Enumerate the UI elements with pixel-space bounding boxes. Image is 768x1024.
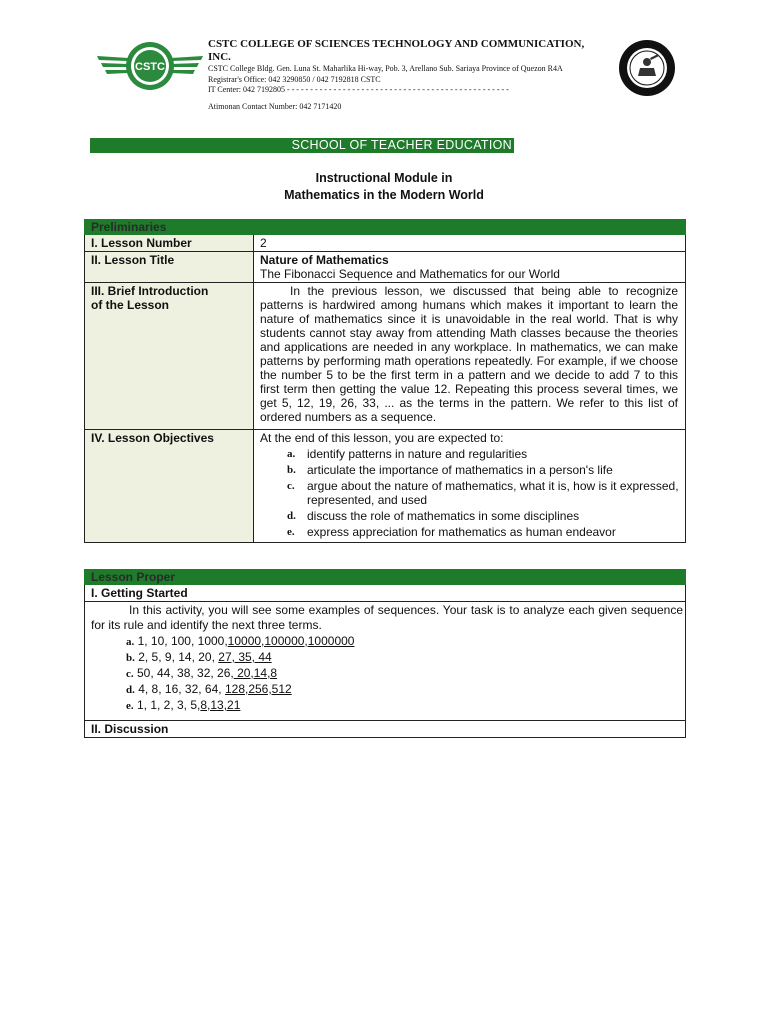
lesson-title-cell	[254, 252, 686, 283]
objectives-intro: At the end of this lesson, you are expected to:	[260, 431, 504, 445]
objective-item: c. argue about the nature of mathematics, what it is, how is it expressed, represented, and used	[287, 479, 679, 507]
seal-text: SCHOOL OF TEACHER EDUCATION	[614, 34, 683, 39]
objective-item: b. articulate the importance of mathematics in a person's life	[287, 463, 613, 477]
org-name: CSTC COLLEGE OF SCIENCES TECHNOLOGY AND COMMUNICATION, INC.	[208, 38, 585, 63]
cstc-logo	[95, 40, 205, 92]
objectives-label: IV. Lesson Objectives	[85, 430, 254, 543]
intro-label: III. Brief Introduction of the Lesson	[85, 283, 254, 430]
lesson-title-main: Nature of Mathematics	[260, 253, 389, 267]
org-atimonan-contact: Atimonan Contact Number: 042 7171420	[208, 101, 342, 111]
module-title-line2: Mathematics in the Modern World	[284, 188, 484, 202]
preliminaries-table	[84, 219, 686, 543]
sequence-list	[126, 634, 683, 714]
lesson-title-label: II. Lesson Title	[85, 252, 254, 283]
lesson-number-label: I. Lesson Number	[85, 235, 254, 252]
objective-item: e. express appreciation for mathematics as human endeavor	[287, 525, 616, 539]
module-title-line1: Instructional Module in	[315, 171, 453, 185]
objective-item: d. discuss the role of mathematics in some disciplines	[287, 509, 580, 523]
getting-started-cell	[85, 602, 686, 721]
sequence-item: a. 1, 10, 100, 1000,10000,100000,1000000	[126, 634, 355, 648]
sequence-item: d. 4, 8, 16, 32, 64, 128,256,512	[126, 682, 292, 696]
sequence-item: b. 2, 5, 9, 14, 20, 27, 35, 44	[126, 650, 272, 664]
section-header-lesson-proper: Lesson Proper	[85, 570, 686, 585]
org-address: CSTC College Bldg. Gen. Luna St. Maharlika Hi-way, Pob. 3, Arellano Sub. Sariaya Province of Quezon R4A	[208, 64, 563, 73]
org-it-center: IT Center: 042 7192805 - - - - - - - - - - - - - - - - - - - - - - - - - - - - - - - - - - - - - - - - - - - - - - - -	[208, 85, 509, 94]
school-seal-logo	[614, 34, 683, 98]
lesson-title-sub: The Fibonacci Sequence and Mathematics for our World	[260, 267, 560, 281]
objectives-list	[260, 447, 679, 539]
org-registrar: Registrar's Office: 042 3290850 / 042 7192818 CSTC	[208, 74, 381, 84]
discussion-label: II. Discussion	[85, 721, 686, 738]
school-banner	[90, 138, 514, 153]
intro-cell	[254, 283, 686, 430]
org-header	[208, 38, 603, 111]
lesson-number-value: 2	[254, 235, 686, 252]
objectives-cell	[254, 430, 686, 543]
sequence-item: c. 50, 44, 38, 32, 26, 20,14,8	[126, 666, 278, 680]
lesson-proper-table	[84, 569, 686, 738]
intro-text: In the previous lesson, we discussed that being able to recognize patterns is hardwired among humans which makes it important to learn the nature of mathematics since it is unavoidable in the real world. That is why students cannot stay away from attending Math classes because the theories and applications are needed in any workplace. In mathematics, we can make patterns by performing math operations repeatedly. For example, if we choose the number 5 to be the first term in a pattern and we decide to add 7 to this first term then getting the value 12. Repeating this process several times, we get 5, 12, 19, 26, 33, ... as the terms in the pattern. We refer to this list of ordered numbers as a sequence.	[260, 284, 678, 424]
cstc-logo-text: CSTC	[135, 61, 165, 73]
section-header-preliminaries: Preliminaries	[85, 220, 686, 235]
school-banner-text: SCHOOL OF TEACHER EDUCATION	[291, 138, 512, 152]
module-title	[0, 170, 768, 204]
activity-text: In this activity, you will see some examples of sequences. Your task is to analyze each given sequence for its rule and identify the next three terms.	[91, 603, 683, 632]
sequence-item: e. 1, 1, 2, 3, 5,8,13,21	[126, 698, 241, 712]
objective-item: a. identify patterns in nature and regularities	[287, 447, 528, 461]
getting-started-label: I. Getting Started	[85, 585, 686, 602]
